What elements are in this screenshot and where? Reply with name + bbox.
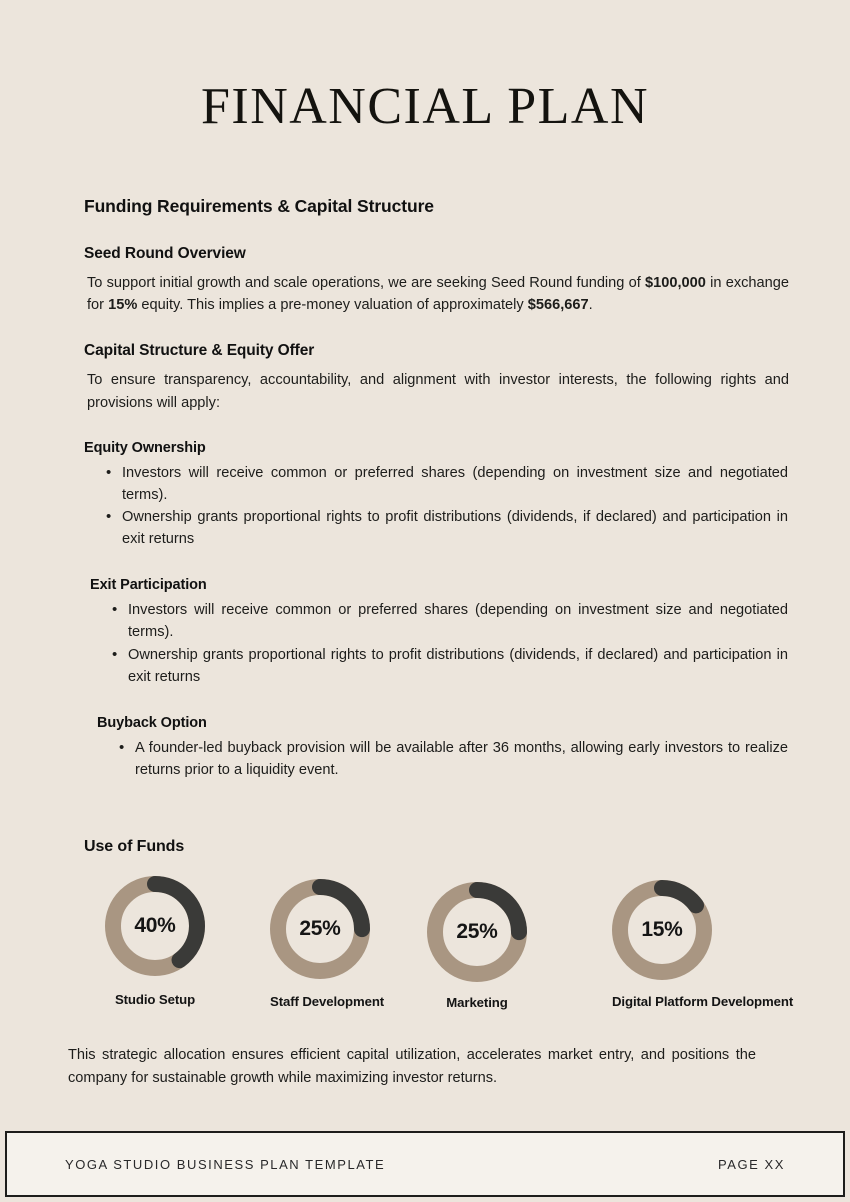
exit-participation-list <box>90 600 790 689</box>
use-of-funds-chart <box>84 876 794 1016</box>
list-item: • Ownership grants proportional rights to profit distributions (dividends, if declared) and participation in exit returns <box>112 645 790 689</box>
seed-round-amount: $100,000 <box>645 275 706 291</box>
seed-round-text-3: equity. This implies a pre-money valuation of approximately <box>137 297 528 314</box>
equity-ownership-list <box>84 463 790 552</box>
seed-round-text-1: To support initial growth and scale operations, we are seeking Seed Round funding of <box>87 275 646 291</box>
main-content <box>0 196 850 808</box>
page-title: FINANCIAL PLAN <box>200 78 650 135</box>
footer-template-name: YOGA STUDIO BUSINESS PLAN TEMPLATE <box>65 1156 386 1172</box>
equity-ownership-heading: Equity Ownership <box>84 439 206 456</box>
seed-round-equity-pct: 15% <box>108 297 138 314</box>
donut-category-label: Staff Development <box>270 994 385 1009</box>
seed-round-heading: Seed Round Overview <box>84 245 246 262</box>
donut-ring <box>427 882 527 982</box>
donut-value-label: 25% <box>299 917 341 940</box>
donut-ring <box>270 879 370 979</box>
exit-participation-heading: Exit Participation <box>90 577 207 594</box>
page-footer <box>5 1131 845 1197</box>
donut-category-label: Digital Platform Development <box>612 994 794 1009</box>
donut-ring <box>105 876 205 976</box>
footer-page-number: PAGE XX <box>718 1156 785 1172</box>
list-item: • A founder-led buyback provision will be available after 36 months, allowing early investors to realize returns prior to a liquidity event. <box>119 738 790 782</box>
equity-ownership-block <box>84 440 790 552</box>
buyback-option-block <box>97 715 790 782</box>
capital-structure-paragraph: To ensure transparency, accountability, and alignment with investor interests, the following rights and provisions will apply: <box>87 372 789 411</box>
list-item: • Investors will receive common or preferred shares (depending on investment size and negotiated terms). <box>112 600 790 644</box>
donut-chart-digital-platform-development <box>612 880 793 1009</box>
donut-value-label: 40% <box>134 914 176 937</box>
closing-paragraph: This strategic allocation ensures efficient capital utilization, accelerates market entry, and positions the company for sustainable growth while maximizing investor returns. <box>68 1047 756 1086</box>
seed-round-block <box>84 245 790 316</box>
capital-structure-block <box>84 342 790 413</box>
donut-value-label: 15% <box>641 918 683 941</box>
donut-chart-marketing <box>427 882 527 1010</box>
donut-category-label: Marketing <box>446 995 508 1010</box>
buyback-option-list <box>97 738 790 782</box>
donut-value-label: 25% <box>456 920 498 943</box>
donut-chart-staff-development <box>270 879 384 1009</box>
seed-round-paragraph <box>84 272 790 316</box>
seed-round-text-2: in exchange for <box>87 275 789 314</box>
donut-ring <box>612 880 712 980</box>
donut-chart-studio-setup <box>105 876 205 1007</box>
use-of-funds-heading: Use of Funds <box>84 838 185 855</box>
seed-round-valuation: $566,667 <box>527 297 589 314</box>
list-item: • Ownership grants proportional rights to profit distributions (dividends, if declared) and participation in exit returns <box>106 507 790 551</box>
buyback-option-heading: Buyback Option <box>97 714 207 731</box>
capital-structure-heading: Capital Structure & Equity Offer <box>84 342 315 360</box>
section-heading: Funding Requirements & Capital Structure <box>84 196 434 216</box>
donut-category-label: Studio Setup <box>114 992 196 1007</box>
seed-round-text-4: . <box>588 297 593 314</box>
list-item: • Investors will receive common or preferred shares (depending on investment size and negotiated terms). <box>106 463 790 507</box>
exit-participation-block <box>90 577 790 689</box>
